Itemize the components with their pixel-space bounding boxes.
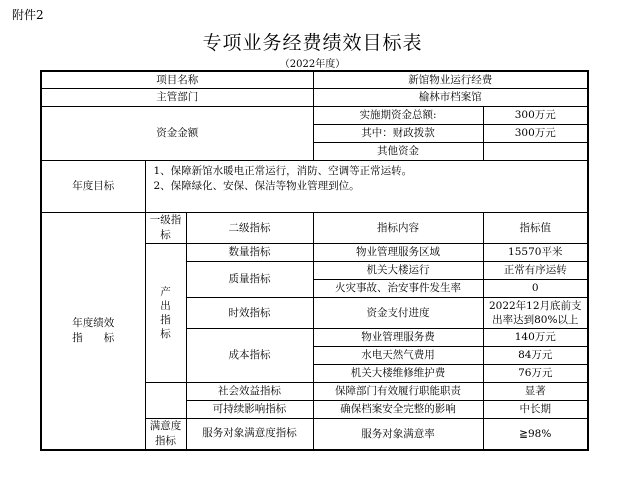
value-cell: 0 xyxy=(483,279,588,297)
funds-total-label: 实施期资金总额: xyxy=(313,106,483,124)
content-cell: 保障部门有效履行职能职责 xyxy=(313,382,483,400)
annual-goal-line-1: 1、保障新馆水暖电正常运行，消防、空调等正常运转。 xyxy=(153,164,413,177)
funds-total-value: 300万元 xyxy=(483,106,588,124)
table-row xyxy=(41,160,588,212)
level2-cost: 成本指标 xyxy=(186,328,313,382)
content-cell: 确保档案安全完整的影响 xyxy=(313,400,483,418)
value-cell: 正常有序运转 xyxy=(483,261,588,279)
level2-timeliness: 时效指标 xyxy=(186,297,313,328)
content-cell: 水电天然气费用 xyxy=(313,346,483,364)
funds-label: 资金金额 xyxy=(41,106,313,160)
page-title: 专项业务经费绩效目标表 xyxy=(202,32,423,54)
effect-indicator-blank xyxy=(145,382,186,418)
output-indicator-label xyxy=(145,243,186,382)
project-value: 新馆物业运行经费 xyxy=(313,71,588,88)
funds-fiscal-value: 300万元 xyxy=(483,124,588,142)
value-cell: 140万元 xyxy=(483,328,588,346)
table-row xyxy=(41,88,588,106)
table-row xyxy=(41,106,588,124)
performance-table xyxy=(40,70,589,451)
content-cell: 物业管理服务费 xyxy=(313,328,483,346)
table-row xyxy=(41,71,588,88)
value-cell: 2022年12月底前支出率达到80%以上 xyxy=(483,297,588,328)
level2-quality: 质量指标 xyxy=(186,261,313,297)
output-char-1: 产 xyxy=(160,285,171,298)
header-level1: 一级指标 xyxy=(145,212,186,243)
content-cell: 机关大楼运行 xyxy=(313,261,483,279)
attachment-label: 附件2 xyxy=(12,8,44,22)
level2-social: 社会效益指标 xyxy=(186,382,313,400)
content-cell: 机关大楼维修维护费 xyxy=(313,364,483,382)
content-cell: 火灾事故、治安事件发生率 xyxy=(313,279,483,297)
level2-sustainable: 可持续影响指标 xyxy=(186,400,313,418)
performance-label xyxy=(41,212,145,450)
output-char-3: 指 xyxy=(160,313,171,326)
value-cell: 76万元 xyxy=(483,364,588,382)
satisfaction-content: 服务对象满意率 xyxy=(313,418,483,450)
header-content: 指标内容 xyxy=(313,212,483,243)
satisfaction-value: ≧98% xyxy=(483,418,588,450)
header-value: 指标值 xyxy=(483,212,588,243)
value-cell: 中长期 xyxy=(483,400,588,418)
department-label: 主管部门 xyxy=(41,88,313,106)
year-label: （2022年度） xyxy=(279,59,346,70)
project-label: 项目名称 xyxy=(41,71,313,88)
funds-other-label: 其他资金 xyxy=(313,142,483,160)
output-char-2: 出 xyxy=(160,299,171,312)
satisfaction-level2: 服务对象满意度指标 xyxy=(186,418,313,450)
content-cell: 资金支付进度 xyxy=(313,297,483,328)
value-cell: 显著 xyxy=(483,382,588,400)
satisfaction-level1: 满意度指标 xyxy=(145,418,186,450)
value-cell: 15570平米 xyxy=(483,243,588,261)
output-char-4: 标 xyxy=(160,327,171,340)
funds-other-value xyxy=(483,142,588,160)
performance-label-line-2: 指 标 xyxy=(72,331,115,344)
level2-quantity: 数量指标 xyxy=(186,243,313,261)
header-level2: 二级指标 xyxy=(186,212,313,243)
value-cell: 84万元 xyxy=(483,346,588,364)
department-value: 榆林市档案馆 xyxy=(313,88,588,106)
annual-goal-label: 年度目标 xyxy=(41,160,145,212)
table-row xyxy=(41,212,588,243)
annual-goal-text xyxy=(145,160,588,212)
content-cell: 物业管理服务区域 xyxy=(313,243,483,261)
performance-label-line-1: 年度绩效 xyxy=(72,316,115,329)
annual-goal-line-2: 2、保障绿化、安保、保洁等物业管理到位。 xyxy=(153,179,360,192)
funds-fiscal-label: 其中：财政拨款 xyxy=(313,124,483,142)
